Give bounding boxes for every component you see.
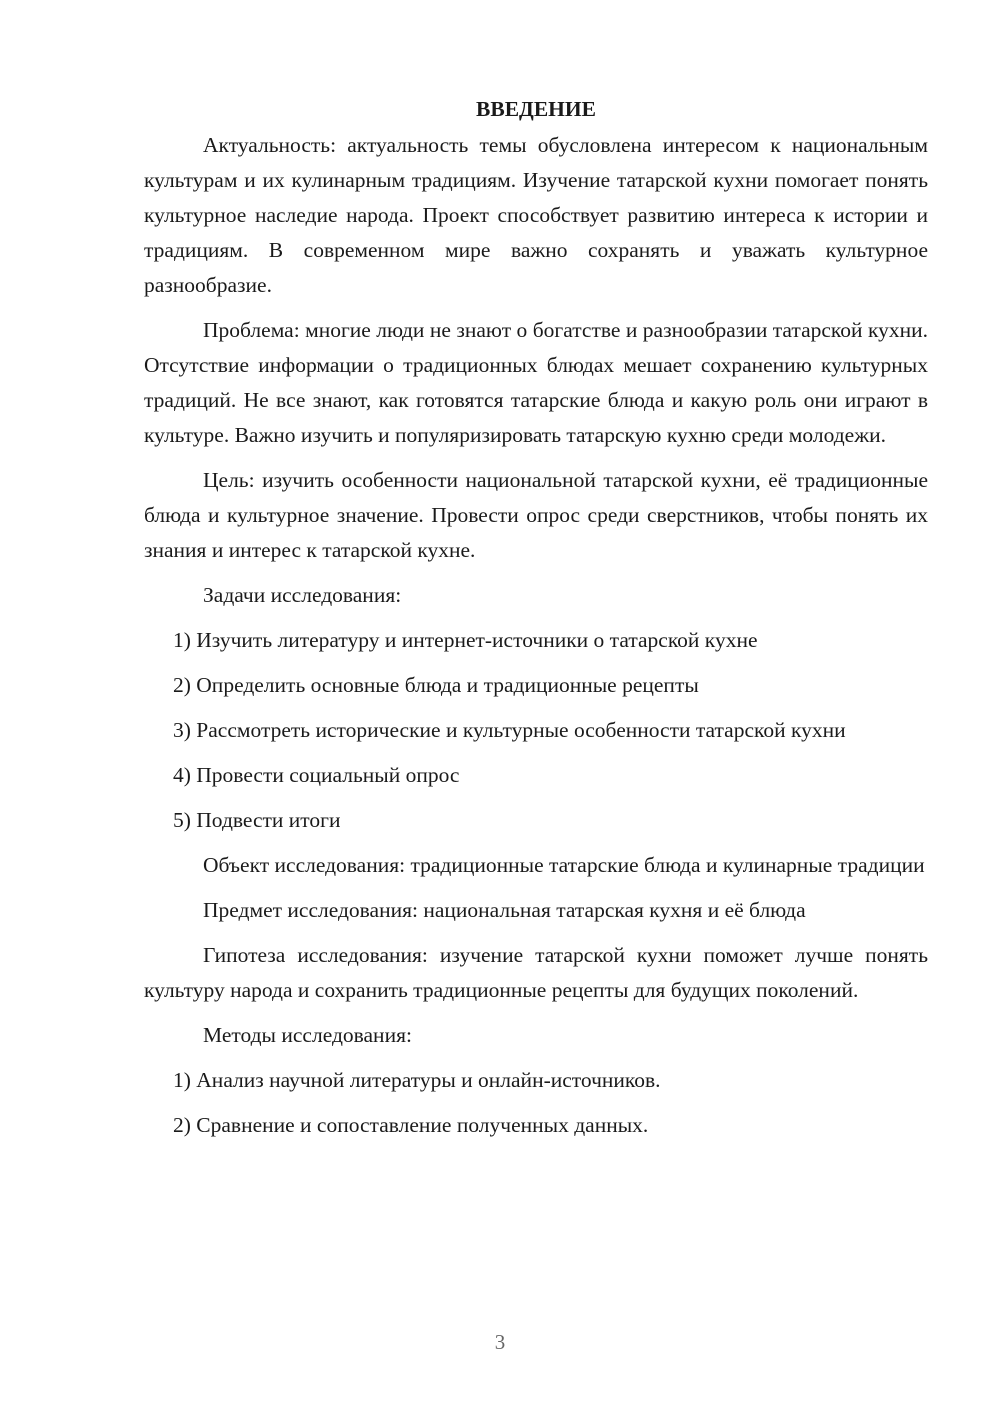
list-item-task-3: 3) Рассмотреть исторические и культурные особенности татарской кухни — [173, 718, 846, 742]
paragraph-hypothesis: Гипотеза исследования: изучение татарской кухни поможет лучше понять культуру народа и сохранить традиционные рецепты для будущих поколений. — [144, 943, 928, 1002]
list-item-method-1: 1) Анализ научной литературы и онлайн-источников. — [173, 1068, 661, 1092]
section-title: ВВЕДЕНИЕ — [476, 97, 596, 121]
document-page — [144, 92, 928, 1153]
list-item-task-5: 5) Подвести итоги — [173, 808, 341, 832]
list-item-task-4: 4) Провести социальный опрос — [173, 763, 460, 787]
list-item-task-1: 1) Изучить литературу и интернет-источники о татарской кухне — [173, 628, 758, 652]
paragraph-goal: Цель: изучить особенности национальной татарской кухни, её традиционные блюда и культурное значение. Провести опрос среди сверстников, чтобы понять их знания и интерес к татарской кухне. — [144, 468, 928, 562]
methods-heading: Методы исследования: — [203, 1023, 412, 1047]
paragraph-object: Объект исследования: традиционные татарские блюда и кулинарные традиции — [203, 853, 925, 877]
list-item-method-2: 2) Сравнение и сопоставление полученных данных. — [173, 1113, 649, 1137]
tasks-heading: Задачи исследования: — [203, 583, 402, 607]
list-item-task-2: 2) Определить основные блюда и традиционные рецепты — [173, 673, 699, 697]
page-number: 3 — [494, 1330, 506, 1354]
paragraph-subject: Предмет исследования: национальная татарская кухня и её блюда — [203, 898, 806, 922]
paragraph-relevance: Актуальность: актуальность темы обусловлена интересом к национальным культурам и их кулинарным традициям. Изучение татарской кухни помогает понять культурное наследие народа. Проект способствует развитию интереса к истории и традициям. В современном мире важно сохранять и уважать культурное разнообразие. — [144, 133, 928, 297]
paragraph-problem: Проблема: многие люди не знают о богатстве и разнообразии татарской кухни. Отсутствие информации о традиционных блюдах мешает сохранению культурных традиций. Не все знают, как готовятся татарские блюда и какую роль они играют в культуре. Важно изучить и популяризировать татарскую кухню среди молодежи. — [144, 318, 928, 447]
